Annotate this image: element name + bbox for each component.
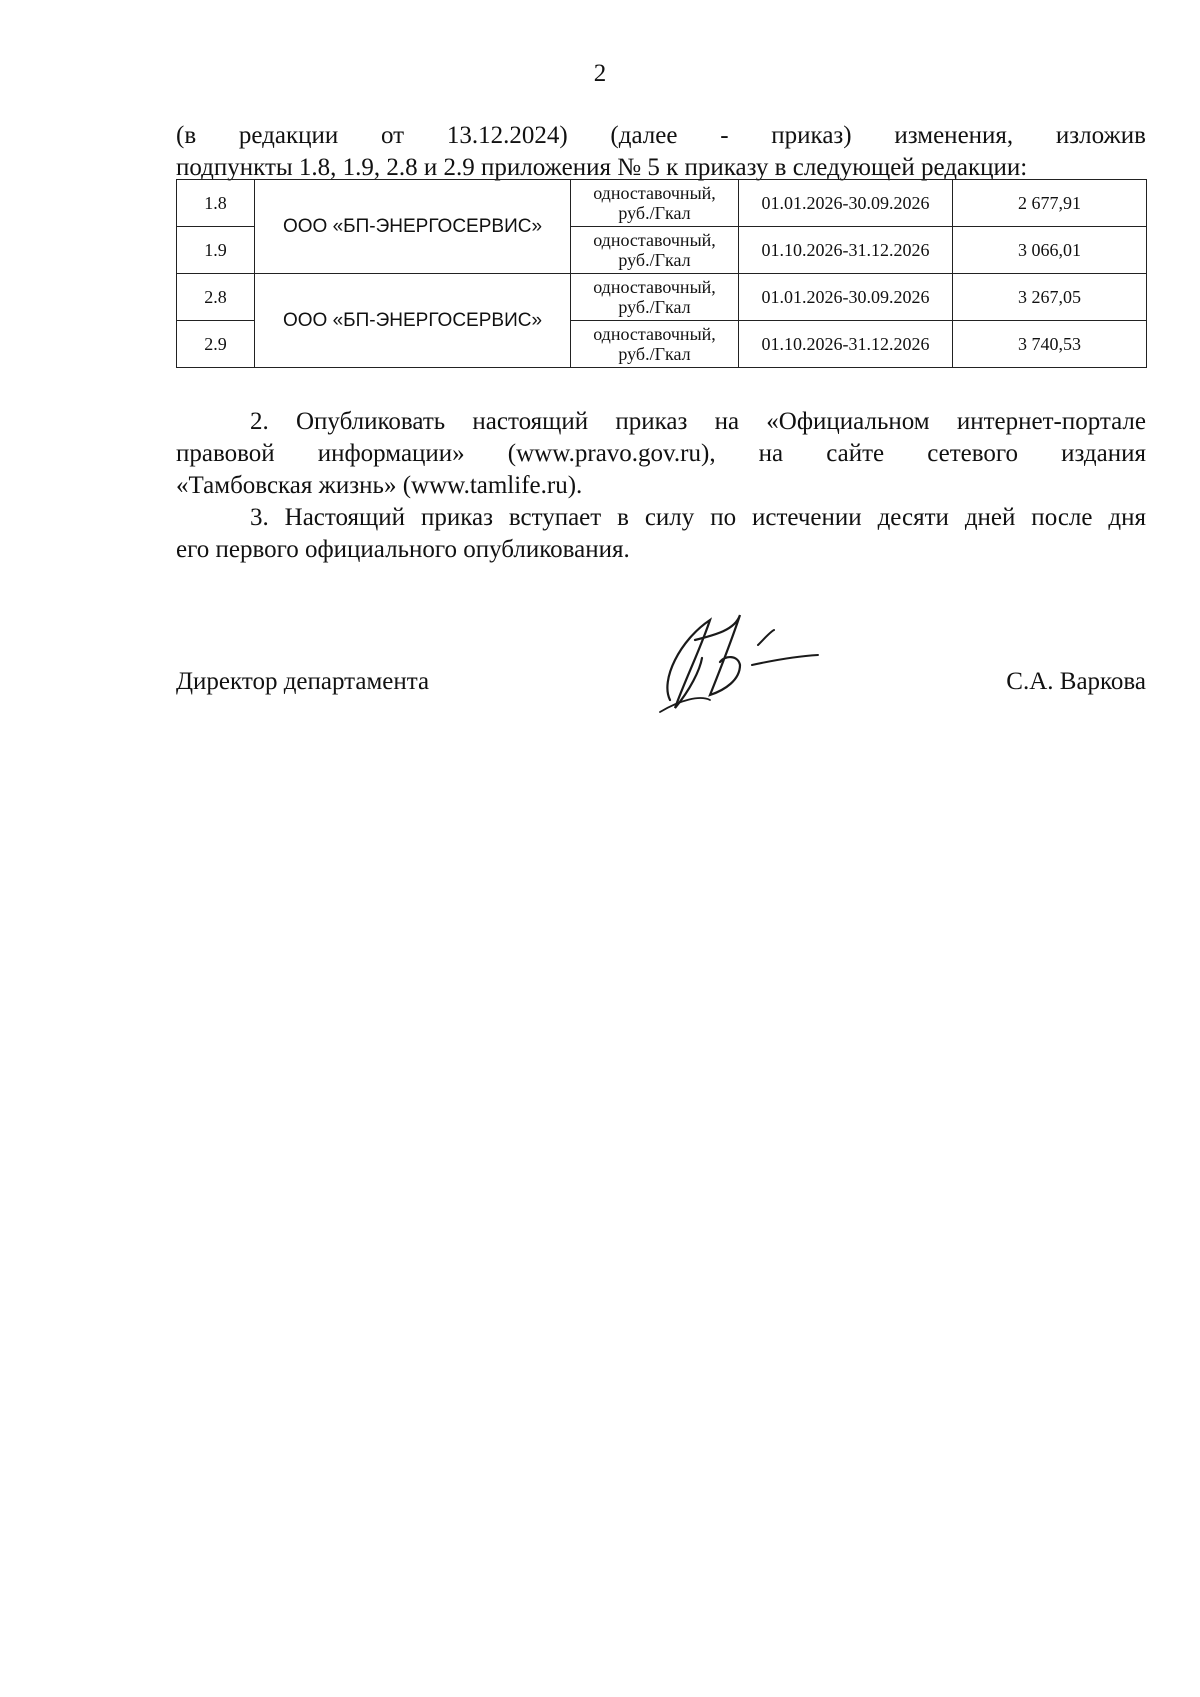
tariff-period: 01.01.2026-30.09.2026 xyxy=(739,274,953,321)
tariff-value: 3 740,53 xyxy=(953,321,1147,368)
paragraph-2-line-1: 2. Опубликовать настоящий приказ на «Официальном интернет-портале xyxy=(250,408,1146,435)
tariff-period: 01.10.2026-31.12.2026 xyxy=(739,321,953,368)
row-number: 2.8 xyxy=(177,274,255,321)
row-number: 1.8 xyxy=(177,180,255,227)
intro-line-1: (в редакции от 13.12.2024) (далее - приказ) изменения, изложив xyxy=(176,122,1146,149)
paragraph-2-line-2: правовой информации» (www.pravo.gov.ru), на сайте сетевого издания xyxy=(176,440,1146,467)
tariff-table xyxy=(176,179,1147,368)
tariff-measure: руб./Гкал xyxy=(618,297,691,317)
tariff-unit xyxy=(571,274,739,321)
signature-row xyxy=(176,668,1146,708)
table-row xyxy=(177,274,1147,321)
tariff-type: одноставочный, xyxy=(593,324,716,344)
organization-name: ООО «БП-ЭНЕРГОСЕРВИС» xyxy=(255,180,571,274)
tariff-value: 3 267,05 xyxy=(953,274,1147,321)
tariff-unit xyxy=(571,227,739,274)
signatory-title: Директор департамента xyxy=(176,668,430,695)
tariff-measure: руб./Гкал xyxy=(618,250,691,270)
tariff-period: 01.01.2026-30.09.2026 xyxy=(739,180,953,227)
tariff-type: одноставочный, xyxy=(593,230,716,250)
signatory-name: С.А. Варкова xyxy=(1006,668,1146,695)
tariff-type: одноставочный, xyxy=(593,277,716,297)
table-row xyxy=(177,180,1147,227)
paragraph-3-line-1: 3. Настоящий приказ вступает в силу по истечении десяти дней после дня xyxy=(250,504,1146,531)
paragraph-3-line-2: его первого официального опубликования. xyxy=(176,536,630,563)
tariff-unit xyxy=(571,180,739,227)
intro-line-2: подпункты 1.8, 1.9, 2.8 и 2.9 приложения № 5 к приказу в следующей редакции: xyxy=(176,154,1028,181)
tariff-type: одноставочный, xyxy=(593,183,716,203)
paragraph-2-line-3: «Тамбовская жизнь» (www.tamlife.ru). xyxy=(176,472,583,499)
body-paragraphs xyxy=(176,406,1146,566)
intro-paragraph xyxy=(176,120,1146,184)
row-number: 1.9 xyxy=(177,227,255,274)
tariff-measure: руб./Гкал xyxy=(618,203,691,223)
row-number: 2.9 xyxy=(177,321,255,368)
tariff-value: 3 066,01 xyxy=(953,227,1147,274)
page-number: 2 xyxy=(593,60,607,87)
tariff-measure: руб./Гкал xyxy=(618,344,691,364)
organization-name: ООО «БП-ЭНЕРГОСЕРВИС» xyxy=(255,274,571,368)
tariff-value: 2 677,91 xyxy=(953,180,1147,227)
tariff-period: 01.10.2026-31.12.2026 xyxy=(739,227,953,274)
tariff-unit xyxy=(571,321,739,368)
